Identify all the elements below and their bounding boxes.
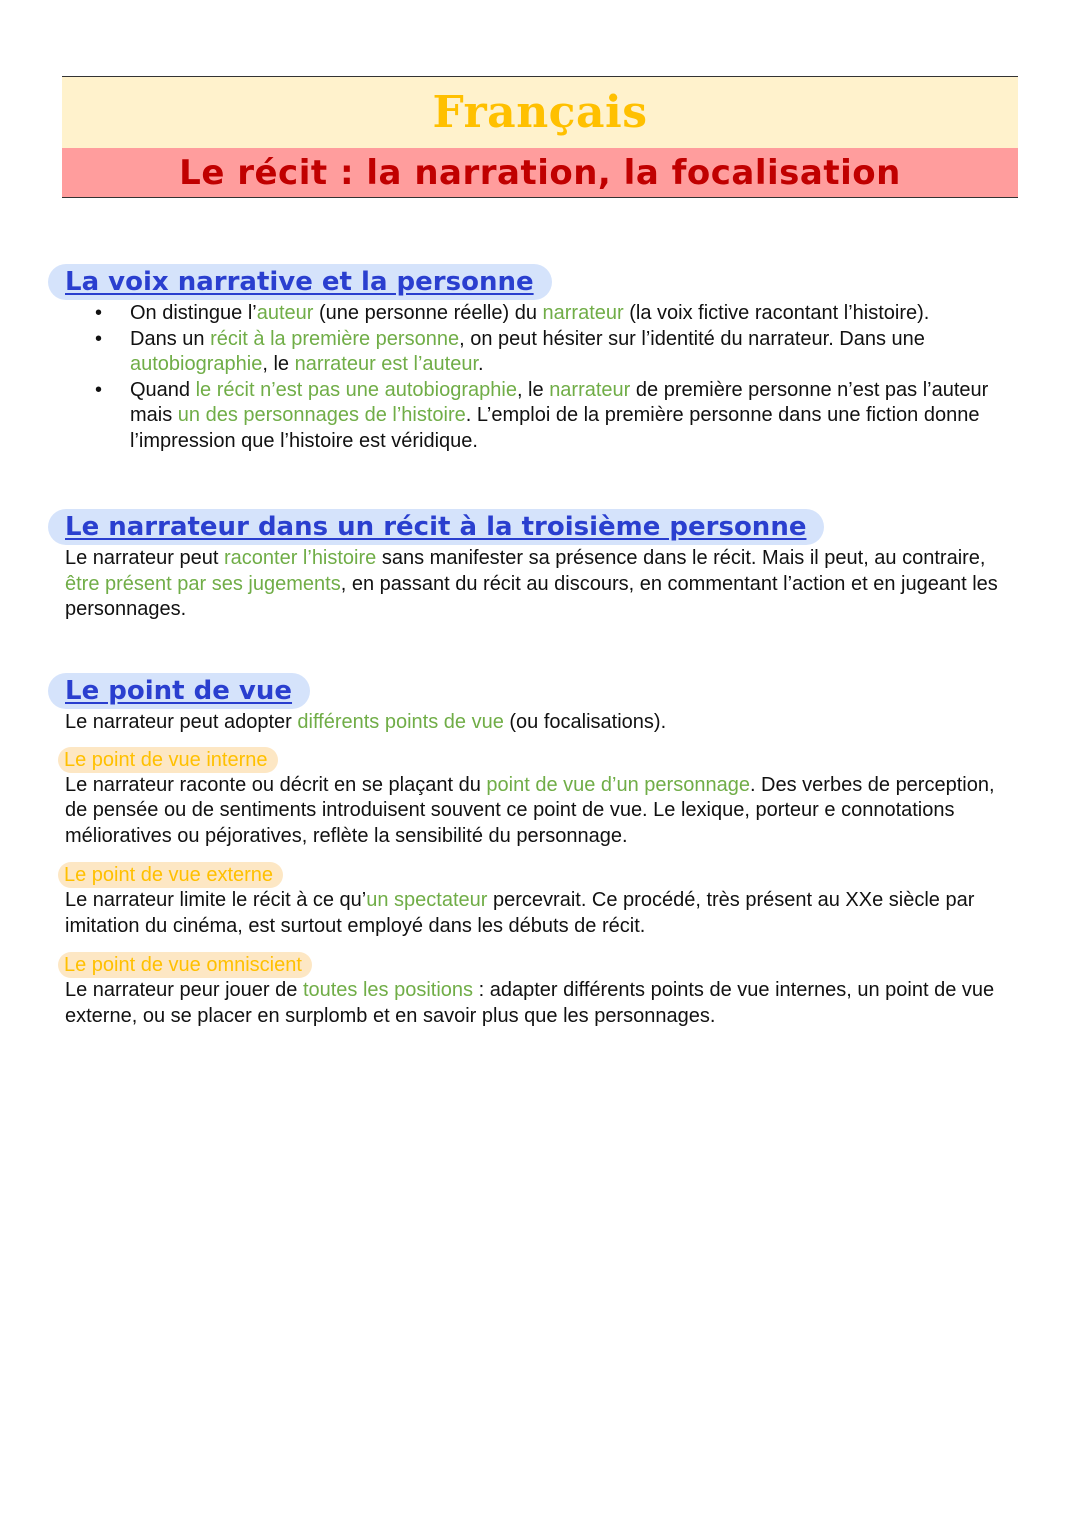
text: Quand — [130, 378, 196, 401]
list-item — [95, 327, 1018, 378]
keyword: point de vue d’un personnage — [486, 773, 750, 796]
keyword: un des personnages de l’histoire — [177, 404, 466, 426]
subsection-externe — [48, 862, 1018, 939]
keyword: un spectateur — [366, 889, 488, 911]
text: . L’emploi de la première personne dans une fiction donne l’impression que l’histoire est véridique. — [130, 404, 980, 452]
bullet-icon: • — [95, 378, 103, 401]
keyword: raconter l’histoire — [224, 547, 377, 569]
text: (une personne réelle) du — [313, 302, 543, 324]
keyword: différents points de vue — [297, 711, 504, 733]
bullet-list — [48, 301, 1018, 454]
section-heading: La voix narrative et la personne — [48, 264, 552, 300]
text: Le narrateur limite le récit à ce qu’ — [65, 889, 367, 911]
subsection-omniscient — [48, 952, 1018, 1029]
paragraph — [65, 710, 1018, 736]
section-heading: Le point de vue — [48, 673, 310, 709]
page-subtitle: Le récit : la narration, la focalisation — [179, 152, 901, 193]
keyword: être présent par ses jugements — [65, 572, 341, 595]
section-voix-narrative — [48, 264, 1018, 454]
subsection-interne — [48, 747, 1018, 850]
keyword: le récit n’est pas une autobiographie — [195, 378, 517, 401]
paragraph — [65, 546, 1018, 623]
subtitle-band — [62, 148, 1018, 197]
keyword: auteur — [256, 302, 314, 324]
text: Le narrateur raconte ou décrit en se plaçant du — [65, 773, 487, 796]
text: (la voix fictive racontant l’histoire). — [623, 302, 930, 324]
subheading: Le point de vue omniscient — [58, 952, 312, 978]
text: Le narrateur peur jouer de — [65, 979, 303, 1001]
keyword: narrateur — [549, 378, 631, 401]
paragraph — [65, 978, 1018, 1029]
bullet-icon: • — [95, 302, 103, 324]
section-point-de-vue — [48, 673, 1018, 1029]
text: Le narrateur peut adopter — [65, 711, 298, 733]
keyword: toutes les positions — [302, 979, 474, 1001]
title-band — [62, 77, 1018, 148]
bullet-icon: • — [95, 327, 103, 350]
text: sans manifester sa présence dans le récit. Mais il peut, au contraire, — [376, 547, 986, 569]
text: de première personne n’est pas l’auteur mais — [130, 378, 989, 426]
keyword: narrateur — [542, 302, 624, 324]
paragraph — [65, 888, 1018, 939]
subheading: Le point de vue interne — [58, 747, 278, 773]
page-header — [62, 76, 1018, 198]
text: Dans un — [130, 327, 211, 350]
page-title: Français — [432, 87, 648, 138]
text: Le narrateur peut — [65, 547, 224, 569]
text: , le — [262, 353, 295, 375]
keyword: récit à la première personne — [210, 327, 460, 350]
subheading: Le point de vue externe — [58, 862, 283, 888]
text: On distingue l’ — [130, 302, 257, 324]
text: , on peut hésiter sur l’identité du narrateur. Dans une — [459, 327, 925, 350]
text: percevrait. Ce procédé, très présent au XXe siècle par imitation du cinéma, est surtout employé dans les débuts de récit. — [65, 889, 975, 937]
section-troisieme-personne — [48, 509, 1018, 623]
keyword: narrateur est l’auteur — [294, 353, 479, 375]
text: (ou focalisations). — [503, 711, 667, 733]
text: , le — [516, 378, 550, 401]
text: : adapter différents points de vue internes, un point de vue externe, ou se placer en surplomb et en savoir plus que les personnages. — [65, 979, 995, 1027]
text: . — [478, 353, 484, 375]
list-item — [95, 301, 1018, 327]
paragraph — [65, 773, 1018, 850]
section-heading: Le narrateur dans un récit à la troisième personne — [48, 509, 824, 545]
text: . Des verbes de perception, de pensée ou de sentiments introduisent souvent ce point de vue. Le lexique, porteur e connotations mélioratives ou péjoratives, reflète la sensibilité du personnage. — [65, 773, 995, 847]
keyword: autobiographie — [130, 353, 263, 375]
text: , en passant du récit au discours, en commentant l’action et en jugeant les personnages. — [65, 572, 998, 620]
list-item — [95, 378, 1018, 455]
